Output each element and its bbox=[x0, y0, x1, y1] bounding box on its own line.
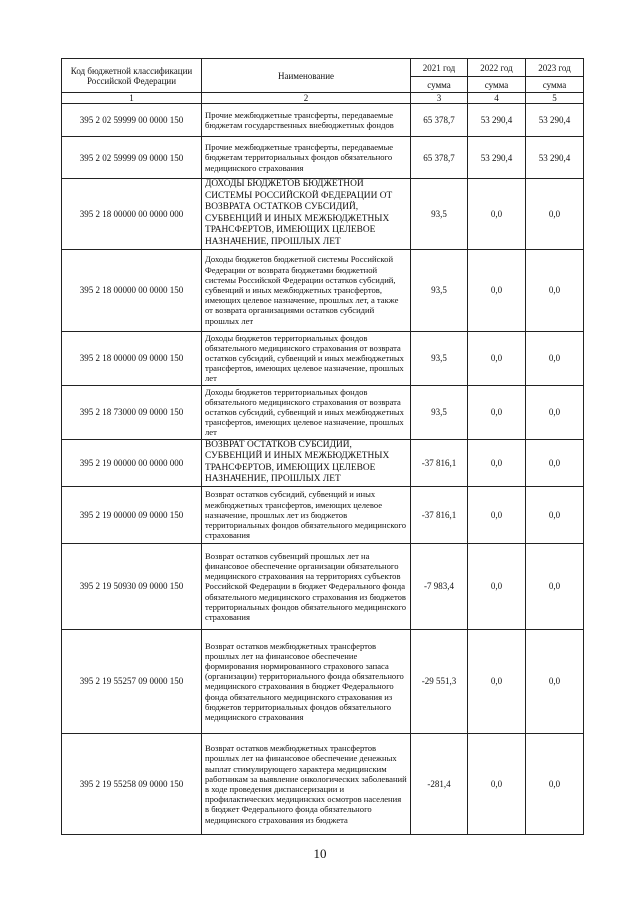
row-value-2023: 0,0 bbox=[526, 543, 584, 629]
row-value-2023: 0,0 bbox=[526, 179, 584, 250]
row-name: Возврат остатков межбюджетных трансфертов прошлых лет на финансовое обеспечение формирования нормированного страхового запаса (организации) территориального фонда обязательного медицинского страхования в бюджет Федерального фонда обязательного медицинского страхования из бюджетов территориальных фондов обязательного медицинского страхования bbox=[202, 629, 411, 733]
row-name: ДОХОДЫ БЮДЖЕТОВ БЮДЖЕТНОЙ СИСТЕМЫ РОССИЙСКОЙ ФЕДЕРАЦИИ ОТ ВОЗВРАТА ОСТАТКОВ СУБСИДИЙ, СУБВЕНЦИЙ И ИНЫХ МЕЖБЮДЖЕТНЫХ ТРАНСФЕРТОВ, ИМЕЮЩИХ ЦЕЛЕВОЕ НАЗНАЧЕНИЕ, ПРОШЛЫХ ЛЕТ bbox=[202, 179, 411, 250]
row-name: Возврат остатков межбюджетных трансфертов прошлых лет на финансовое обеспечение денежных выплат стимулирующего характера медицинским работникам за выявление онкологических заболеваний в ходе проведения диспансеризации и профилактических медицинских осмотров населения в бюджет Федерального фонда обязательного медицинского страхования из бюджета bbox=[202, 733, 411, 834]
row-name: Доходы бюджетов территориальных фондов обязательного медицинского страхования от возврата остатков субсидий, субвенций и иных межбюджетных трансфертов, имеющих целевое назначение, прошлых лет bbox=[202, 385, 411, 439]
row-value-2021: -29 551,3 bbox=[411, 629, 468, 733]
row-value-2023: 0,0 bbox=[526, 733, 584, 834]
table-row bbox=[62, 385, 584, 439]
row-code: 395 2 18 00000 09 0000 150 bbox=[62, 331, 202, 385]
row-name: Возврат остатков субвенций прошлых лет на финансовое обеспечение организации обязательного медицинского страхования на территориях субъектов Российской Федерации в бюджет Федерального фонда обязательного медицинского страхования из бюджетов территориальных фондов обязательного медицинского страхования bbox=[202, 543, 411, 629]
row-value-2021: 93,5 bbox=[411, 331, 468, 385]
row-code: 395 2 19 00000 09 0000 150 bbox=[62, 486, 202, 543]
row-code: 395 2 18 73000 09 0000 150 bbox=[62, 385, 202, 439]
row-value-2022: 0,0 bbox=[468, 331, 526, 385]
row-value-2021: 93,5 bbox=[411, 179, 468, 250]
row-value-2023: 53 290,4 bbox=[526, 137, 584, 179]
header-sum-2022: сумма bbox=[468, 77, 526, 93]
row-code: 395 2 02 59999 00 0000 150 bbox=[62, 104, 202, 137]
row-value-2022: 0,0 bbox=[468, 385, 526, 439]
row-code: 395 2 19 50930 09 0000 150 bbox=[62, 543, 202, 629]
table-row bbox=[62, 439, 584, 486]
table-row bbox=[62, 249, 584, 331]
row-value-2022: 0,0 bbox=[468, 733, 526, 834]
row-value-2021: -37 816,1 bbox=[411, 439, 468, 486]
row-value-2022: 0,0 bbox=[468, 179, 526, 250]
header-sum-2023: сумма bbox=[526, 77, 584, 93]
header-sum-2021: сумма bbox=[411, 77, 468, 93]
row-name: Доходы бюджетов бюджетной системы Российской Федерации от возврата бюджетами бюджетной системы Российской Федерации остатков субсидий, субвенций и иных межбюджетных трансфертов, имеющих целевое назначение, прошлых лет, а также от возврата организациями остатков субсидий прошлых лет bbox=[202, 249, 411, 331]
row-value-2023: 0,0 bbox=[526, 385, 584, 439]
header-year-2021: 2021 год bbox=[411, 59, 468, 77]
row-name: Прочие межбюджетные трансферты, передаваемые бюджетам территориальных фондов обязательного медицинского страхования bbox=[202, 137, 411, 179]
header-code: Код бюджетной классификации Российской Федерации bbox=[62, 59, 202, 93]
table-row bbox=[62, 179, 584, 250]
row-name: ВОЗВРАТ ОСТАТКОВ СУБСИДИЙ, СУБВЕНЦИЙ И ИНЫХ МЕЖБЮДЖЕТНЫХ ТРАНСФЕРТОВ, ИМЕЮЩИХ ЦЕЛЕВОЕ НАЗНАЧЕНИЕ, ПРОШЛЫХ ЛЕТ bbox=[202, 439, 411, 486]
row-value-2021: 65 378,7 bbox=[411, 137, 468, 179]
row-code: 395 2 19 55257 09 0000 150 bbox=[62, 629, 202, 733]
table-row bbox=[62, 137, 584, 179]
row-value-2021: -281,4 bbox=[411, 733, 468, 834]
row-code: 395 2 19 00000 00 0000 000 bbox=[62, 439, 202, 486]
row-value-2023: 0,0 bbox=[526, 249, 584, 331]
table-header-row bbox=[62, 59, 584, 77]
row-value-2021: -7 983,4 bbox=[411, 543, 468, 629]
column-number: 3 bbox=[411, 93, 468, 104]
row-value-2023: 0,0 bbox=[526, 629, 584, 733]
column-number: 5 bbox=[526, 93, 584, 104]
row-value-2022: 0,0 bbox=[468, 249, 526, 331]
row-value-2022: 0,0 bbox=[468, 543, 526, 629]
row-value-2022: 0,0 bbox=[468, 439, 526, 486]
row-value-2021: -37 816,1 bbox=[411, 486, 468, 543]
row-value-2022: 0,0 bbox=[468, 486, 526, 543]
row-code: 395 2 19 55258 09 0000 150 bbox=[62, 733, 202, 834]
header-year-2022: 2022 год bbox=[468, 59, 526, 77]
table-row bbox=[62, 733, 584, 834]
row-value-2023: 0,0 bbox=[526, 331, 584, 385]
row-value-2023: 53 290,4 bbox=[526, 104, 584, 137]
row-value-2023: 0,0 bbox=[526, 486, 584, 543]
row-name: Возврат остатков субсидий, субвенций и иных межбюджетных трансфертов, имеющих целевое назначение, прошлых лет из бюджетов территориальных фондов обязательного медицинского страхования bbox=[202, 486, 411, 543]
row-value-2023: 0,0 bbox=[526, 439, 584, 486]
row-value-2022: 0,0 bbox=[468, 629, 526, 733]
row-value-2022: 53 290,4 bbox=[468, 104, 526, 137]
page-number: 10 bbox=[313, 846, 327, 861]
row-value-2021: 93,5 bbox=[411, 385, 468, 439]
table-row bbox=[62, 331, 584, 385]
column-number: 1 bbox=[62, 93, 202, 104]
row-code: 395 2 02 59999 09 0000 150 bbox=[62, 137, 202, 179]
column-number-row bbox=[62, 93, 584, 104]
row-value-2021: 65 378,7 bbox=[411, 104, 468, 137]
row-name: Прочие межбюджетные трансферты, передаваемые бюджетам государственных внебюджетных фондов bbox=[202, 104, 411, 137]
row-name: Доходы бюджетов территориальных фондов обязательного медицинского страхования от возврата остатков субсидий, субвенций и иных межбюджетных трансфертов, имеющих целевое назначение, прошлых лет bbox=[202, 331, 411, 385]
table-row bbox=[62, 629, 584, 733]
table-row bbox=[62, 486, 584, 543]
table-row bbox=[62, 543, 584, 629]
column-number: 2 bbox=[202, 93, 411, 104]
header-year-2023: 2023 год bbox=[526, 59, 584, 77]
row-code: 395 2 18 00000 00 0000 000 bbox=[62, 179, 202, 250]
row-code: 395 2 18 00000 00 0000 150 bbox=[62, 249, 202, 331]
row-value-2021: 93,5 bbox=[411, 249, 468, 331]
header-name: Наименование bbox=[202, 59, 411, 93]
row-value-2022: 53 290,4 bbox=[468, 137, 526, 179]
table-row bbox=[62, 104, 584, 137]
budget-table bbox=[61, 58, 584, 835]
column-number: 4 bbox=[468, 93, 526, 104]
